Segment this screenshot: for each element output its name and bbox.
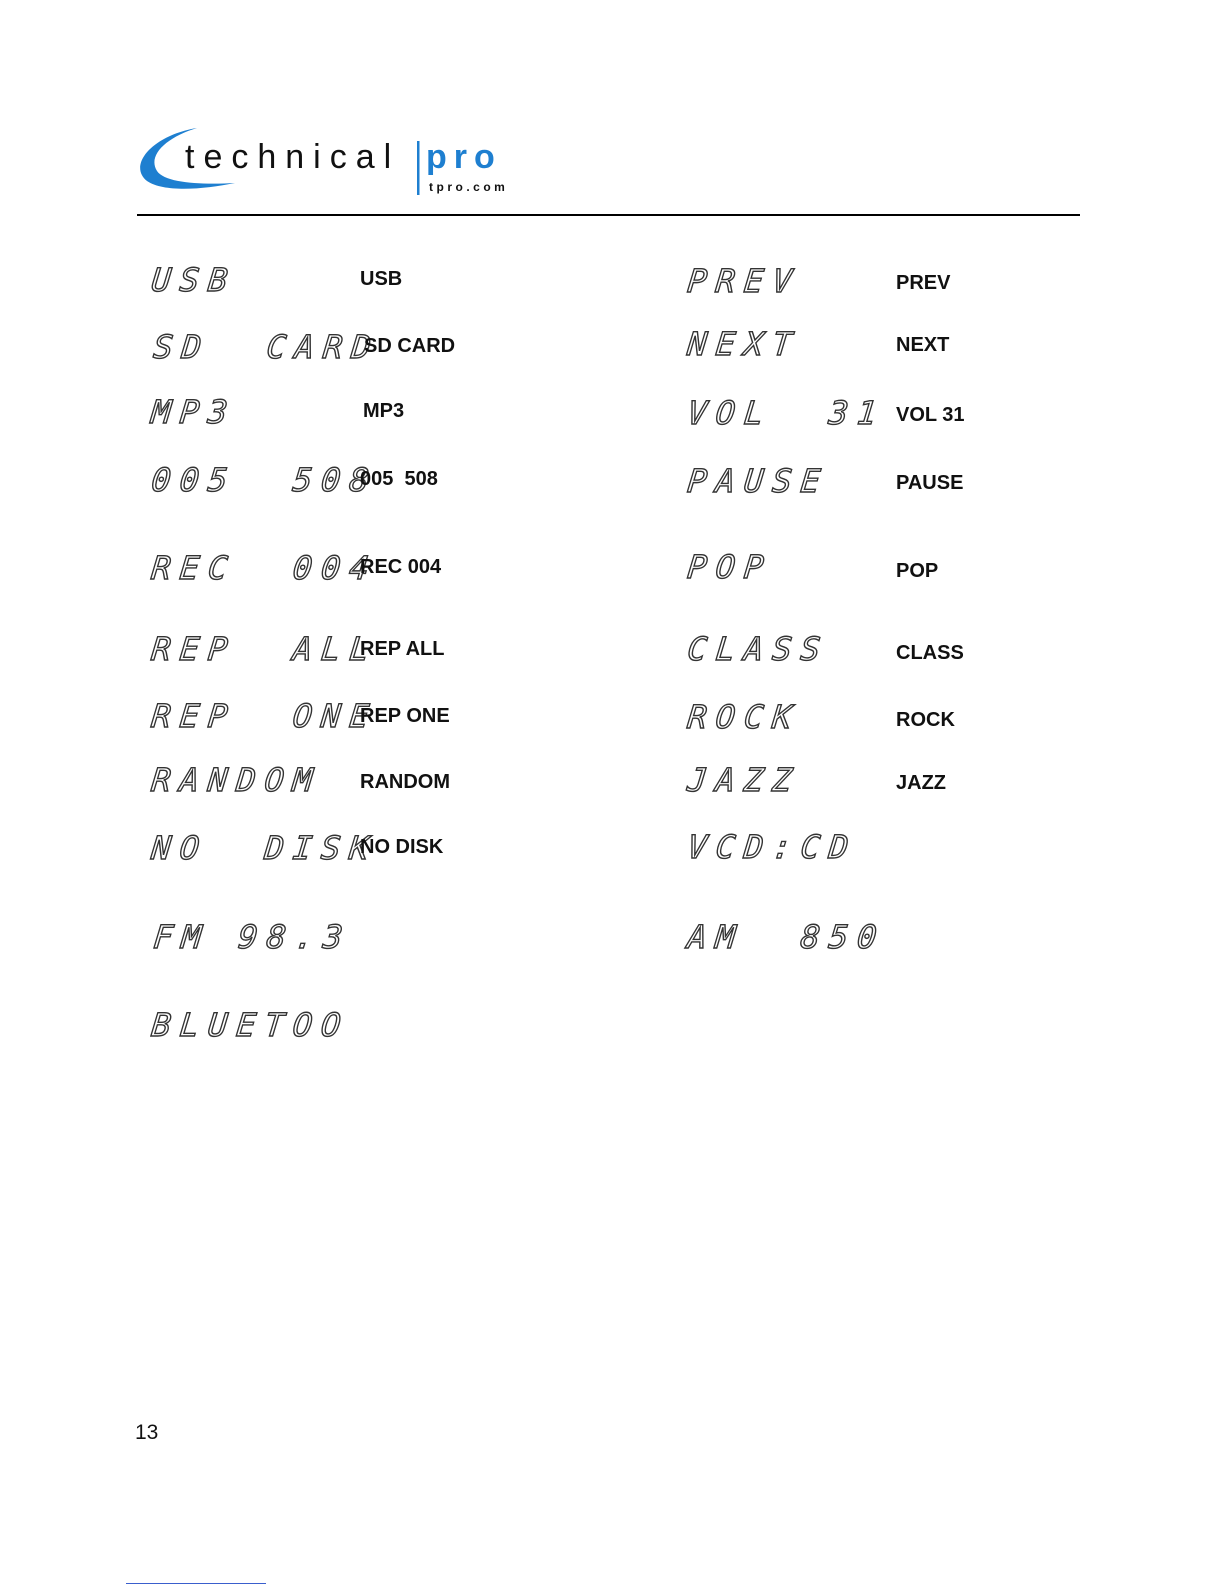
lcd-display-track-counter: 005 508: [149, 461, 380, 499]
logo-divider: [417, 141, 420, 195]
lcd-display-usb: USB: [149, 261, 239, 299]
lcd-display-next: NEXT: [685, 325, 803, 363]
lcd-display-rock: ROCK: [685, 698, 803, 736]
label-track-counter: 005 508: [360, 468, 438, 490]
label-random: RANDOM: [360, 771, 450, 793]
label-sd-card: SD CARD: [364, 335, 456, 357]
logo-brand-accent: pro: [426, 138, 502, 176]
lcd-display-prev: PREV: [685, 262, 803, 300]
lcd-display-sd-card: SD CARD: [151, 328, 382, 366]
footer-link-underline: [126, 1583, 266, 1584]
technicalpro-logo: [135, 125, 515, 200]
label-pause: PAUSE: [896, 472, 964, 494]
lcd-display-jazz: JAZZ: [685, 761, 803, 799]
lcd-display-rec: REC 004: [149, 549, 380, 587]
lcd-display-random: RANDOM: [149, 761, 324, 799]
lcd-display-pop: POP: [685, 548, 775, 586]
lcd-display-pause: PAUSE: [685, 462, 832, 500]
logo-website: tpro.com: [429, 180, 509, 194]
lcd-display-fm: FM 98.3: [151, 918, 354, 956]
label-volume: VOL 31: [896, 404, 965, 426]
label-pop: POP: [896, 560, 939, 582]
lcd-display-class: CLASS: [685, 630, 832, 668]
page-number: 13: [135, 1421, 159, 1444]
label-rock: ROCK: [896, 709, 955, 731]
header-rule: [137, 214, 1080, 216]
label-prev: PREV: [896, 272, 951, 294]
label-class: CLASS: [896, 642, 964, 664]
lcd-display-bluetooth: BLUETOO: [149, 1006, 352, 1044]
lcd-display-rep-one: REP ONE: [149, 697, 380, 735]
label-next: NEXT: [896, 334, 950, 356]
label-rec: REC 004: [360, 556, 442, 578]
label-usb: USB: [360, 268, 403, 290]
label-rep-all: REP ALL: [360, 638, 445, 660]
logo-brand-word: technical: [185, 138, 401, 176]
label-rep-one: REP ONE: [360, 705, 450, 727]
label-mp3: MP3: [363, 400, 405, 422]
lcd-display-no-disk: NO DISK: [149, 829, 380, 867]
lcd-display-rep-all: REP ALL: [149, 630, 380, 668]
lcd-display-vcd-cd: VCD:CD: [685, 828, 860, 866]
label-jazz: JAZZ: [896, 772, 946, 794]
lcd-display-mp3: MP3: [149, 393, 239, 431]
lcd-display-volume: VOL 31: [685, 394, 888, 432]
lcd-display-am: AM 850: [685, 918, 888, 956]
label-no-disk: NO DISK: [360, 836, 444, 858]
